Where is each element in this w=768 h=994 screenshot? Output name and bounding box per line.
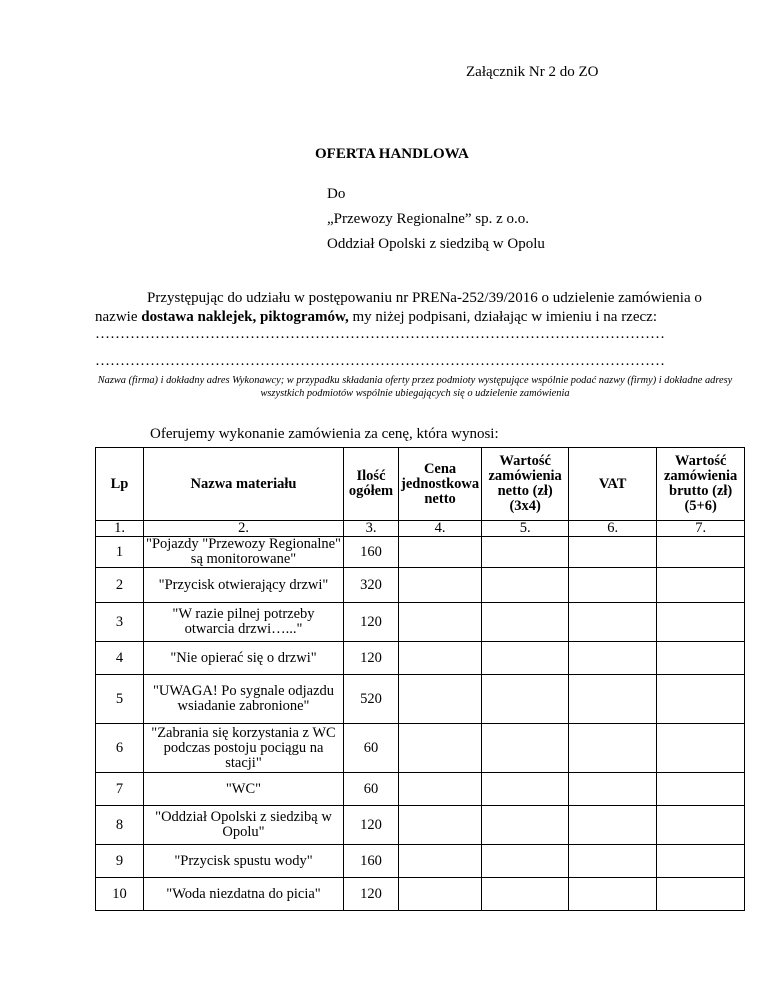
table-row	[96, 845, 745, 878]
row-name: "UWAGA! Po sygnale odjazdu wsiadanie zabronione"	[144, 675, 344, 724]
header-gross-l2: zamówienia	[664, 468, 738, 484]
table-row	[96, 773, 745, 806]
header-gross	[657, 448, 745, 521]
offer-text: Oferujemy wykonanie zamówienia za cenę, która wynosi:	[150, 426, 499, 442]
row-price-cell[interactable]	[399, 603, 482, 642]
header-net-l3: netto (zł)	[497, 483, 553, 499]
row-vat-cell[interactable]	[569, 642, 657, 675]
row-vat-cell[interactable]	[569, 568, 657, 603]
page-title: OFERTA HANDLOWA	[315, 146, 469, 162]
row-gross-cell[interactable]	[657, 537, 745, 568]
row-net-cell[interactable]	[482, 773, 569, 806]
row-lp: 2	[96, 568, 144, 603]
row-qty: 60	[344, 773, 399, 806]
header-net-l1: Wartość	[499, 453, 551, 469]
row-net-cell[interactable]	[482, 878, 569, 911]
row-name: "W razie pilnej potrzeby otwarcia drzwi…..."	[144, 603, 344, 642]
row-lp: 10	[96, 878, 144, 911]
recipient-to: Do	[327, 186, 346, 202]
row-vat-cell[interactable]	[569, 724, 657, 773]
recipient-company: „Przewozy Regionalne” sp. z o.o.	[327, 211, 530, 227]
table-header-row	[96, 448, 745, 521]
table-row	[96, 675, 745, 724]
header-net-l4: (3x4)	[509, 498, 541, 514]
header-qty-l2: ogółem	[348, 483, 394, 499]
header-gross-l4: (5+6)	[684, 498, 717, 514]
col-number: 2.	[144, 521, 344, 537]
attachment-label: Załącznik Nr 2 do ZO	[466, 64, 599, 80]
row-lp: 8	[96, 806, 144, 845]
row-name: "Woda niezdatna do picia"	[144, 878, 344, 911]
header-gross-l1: Wartość	[674, 453, 727, 469]
header-qty-l1: Ilość	[356, 468, 386, 484]
row-vat-cell[interactable]	[569, 878, 657, 911]
row-name: "Nie opierać się o drzwi"	[144, 642, 344, 675]
row-gross-cell[interactable]	[657, 806, 745, 845]
row-price-cell[interactable]	[399, 675, 482, 724]
row-vat-cell[interactable]	[569, 806, 657, 845]
row-name: "WC"	[144, 773, 344, 806]
row-gross-cell[interactable]	[657, 642, 745, 675]
recipient-branch: Oddział Opolski z siedzibą w Opolu	[327, 236, 545, 252]
row-gross-cell[interactable]	[657, 878, 745, 911]
row-qty: 160	[344, 845, 399, 878]
contractor-line-1[interactable]: ……………………………………………………………………………………………………	[95, 326, 665, 342]
row-net-cell[interactable]	[482, 806, 569, 845]
row-name: "Zabrania się korzystania z WC podczas postoju pociągu na stacji"	[144, 724, 344, 773]
row-net-cell[interactable]	[482, 568, 569, 603]
row-lp: 6	[96, 724, 144, 773]
row-price-cell[interactable]	[399, 806, 482, 845]
col-number: 5.	[482, 521, 569, 537]
table-row	[96, 537, 745, 568]
row-name: "Pojazdy "Przewozy Regionalne" są monitorowane"	[144, 537, 344, 568]
intro-text-2: my niżej podpisani, działając w imieniu i na rzecz:	[348, 309, 657, 325]
row-name: "Przycisk spustu wody"	[144, 845, 344, 878]
row-vat-cell[interactable]	[569, 845, 657, 878]
row-qty: 120	[344, 878, 399, 911]
row-qty: 60	[344, 724, 399, 773]
col-number: 3.	[344, 521, 399, 537]
row-net-cell[interactable]	[482, 675, 569, 724]
header-net	[482, 448, 569, 521]
row-name: "Przycisk otwierający drzwi"	[144, 568, 344, 603]
header-price-l2: jednostkowa	[401, 475, 480, 492]
col-number: 4.	[399, 521, 482, 537]
header-gross-l3: brutto (zł)	[669, 483, 733, 499]
row-vat-cell[interactable]	[569, 773, 657, 806]
table-row	[96, 724, 745, 773]
table-row	[96, 642, 745, 675]
col-number: 7.	[657, 521, 745, 537]
row-net-cell[interactable]	[482, 724, 569, 773]
row-price-cell[interactable]	[399, 642, 482, 675]
intro-text-1: Przystępując do udziału w postępowaniu nr PRENa-252/39/2016 o udzielenie zamówienia o nazwie	[95, 290, 702, 325]
table-row	[96, 878, 745, 911]
header-price-l3: netto	[424, 490, 456, 507]
row-qty: 120	[344, 806, 399, 845]
offer-table	[95, 447, 745, 911]
intro-paragraph	[95, 289, 735, 327]
row-gross-cell[interactable]	[657, 773, 745, 806]
header-name: Nazwa materiału	[144, 448, 344, 521]
row-vat-cell[interactable]	[569, 537, 657, 568]
table-row	[96, 603, 745, 642]
row-gross-cell[interactable]	[657, 724, 745, 773]
row-net-cell[interactable]	[482, 642, 569, 675]
row-price-cell[interactable]	[399, 773, 482, 806]
header-price	[399, 448, 482, 521]
row-price-cell[interactable]	[399, 878, 482, 911]
row-price-cell[interactable]	[399, 537, 482, 568]
row-lp: 9	[96, 845, 144, 878]
table-row	[96, 806, 745, 845]
row-net-cell[interactable]	[482, 603, 569, 642]
header-price-l1: Cena	[423, 460, 457, 477]
row-price-cell[interactable]	[399, 724, 482, 773]
header-lp: Lp	[96, 448, 144, 521]
row-gross-cell[interactable]	[657, 568, 745, 603]
header-qty	[344, 448, 399, 521]
header-vat: VAT	[569, 448, 657, 521]
row-net-cell[interactable]	[482, 845, 569, 878]
row-vat-cell[interactable]	[569, 675, 657, 724]
row-name: "Oddział Opolski z siedzibą w Opolu"	[144, 806, 344, 845]
header-net-l2: zamówienia	[488, 468, 562, 484]
row-qty: 120	[344, 603, 399, 642]
row-lp: 4	[96, 642, 144, 675]
row-qty: 120	[344, 642, 399, 675]
table-row	[96, 568, 745, 603]
intro-text-bold: dostawa naklejek, piktogramów,	[141, 309, 349, 325]
row-vat-cell[interactable]	[569, 603, 657, 642]
row-qty: 160	[344, 537, 399, 568]
row-qty: 320	[344, 568, 399, 603]
row-qty: 520	[344, 675, 399, 724]
col-number: 1.	[96, 521, 144, 537]
contractor-line-2[interactable]: ……………………………………………………………………………………………………	[95, 353, 665, 369]
row-lp: 3	[96, 603, 144, 642]
contractor-note: Nazwa (firma) i dokładny adres Wykonawcy; w przypadku składania oferty przez podmioty występujące wspólnie podać nazwy (firmy) i dokładne adresy wszystkich podmiotów wspólnie ubiegających się o udzielenie zamówienia	[97, 375, 733, 399]
row-gross-cell[interactable]	[657, 603, 745, 642]
row-lp: 1	[96, 537, 144, 568]
col-number: 6.	[569, 521, 657, 537]
row-lp: 5	[96, 675, 144, 724]
column-number-row	[96, 521, 745, 537]
row-price-cell[interactable]	[399, 568, 482, 603]
row-gross-cell[interactable]	[657, 675, 745, 724]
row-net-cell[interactable]	[482, 537, 569, 568]
row-gross-cell[interactable]	[657, 845, 745, 878]
row-lp: 7	[96, 773, 144, 806]
row-price-cell[interactable]	[399, 845, 482, 878]
